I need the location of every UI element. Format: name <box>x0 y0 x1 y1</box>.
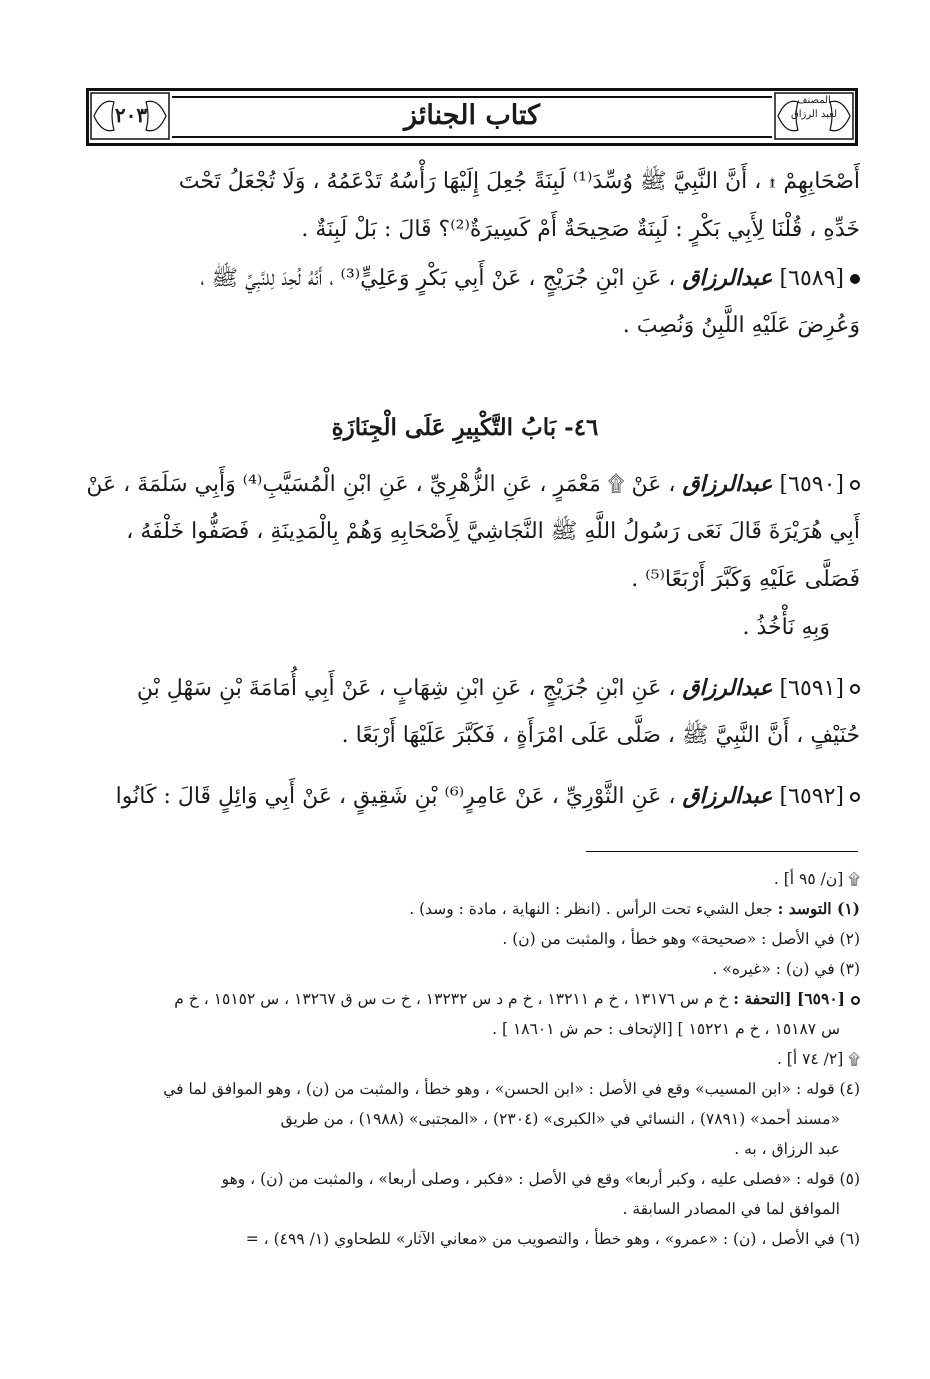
footnote-label: (١) التوسد : <box>777 899 860 918</box>
hadith-6589 <box>70 254 860 302</box>
footnote-3: (٣) في (ن) : «غيره» . <box>712 960 860 978</box>
logo-line1: المصنف <box>797 95 831 106</box>
footnote-5-cont: الموافق لما في المصادر السابقة . <box>622 1200 840 1218</box>
narrator-name: عبدالرزاق <box>682 783 773 809</box>
hadith-text: ، عَنِ ابْنِ جُرَيْجٍ ، عَنِ ابْنِ شِهَابٍ ، عَنْ أَبِي أُمَامَةَ بْنِ سَهْلِ بْنِ <box>136 676 676 701</box>
hadith-6591 <box>70 664 860 712</box>
footnotes <box>60 864 860 1254</box>
footnote-ref: ۩ [ن/ ٩٥ أ] . <box>773 870 860 888</box>
hadith-number: [٦٥٩٢] <box>779 784 844 809</box>
hadith-6590 <box>70 460 860 508</box>
circle-icon <box>851 996 860 1005</box>
header-title: كتاب الجنائز <box>404 100 540 131</box>
text-line: أَصْحَابِهِمْ ۩ ، أَنَّ النَّبِيَّ ﷺ وُسِّدَ⁽¹⁾ لَبِنَةً جُعِلَ إِلَيْهَا رَأْسُهُ تَدْعَمُهُ ، وَلَا تُجْعَلُ تَحْتَ <box>178 169 860 194</box>
footnote-4-cont: «مسند أحمد» (٧٨٩١) ، النسائي في «الكبرى» (٢٣٠٤) ، «المجتبى» (١٩٨٨) ، من طريق <box>280 1110 840 1128</box>
narrator-name: عبدالرزاق <box>682 265 773 291</box>
footnote-ref: ۩ [٢/ ٧٤ أ] . <box>776 1050 860 1068</box>
text-line: حُنَيْفٍ ، أَنَّ النَّبِيَّ ﷺ ، صَلَّى عَلَى امْرَأَةٍ ، فَكَبَّرَ عَلَيْهَا أَرْبَعًا . <box>341 723 860 748</box>
circle-icon <box>850 792 860 802</box>
hadith-text: ، عَنِ الثَّوْرِيِّ ، عَنْ عَامِرٍ⁽⁶⁾ بْنِ شَقِيقٍ ، عَنْ أَبِي وَائِلٍ قَالَ : كَانُوا <box>115 784 676 809</box>
main-text-2 <box>70 460 860 820</box>
footnote-divider <box>586 851 858 852</box>
bullet-icon <box>850 274 860 284</box>
page-header <box>86 88 858 146</box>
hadith-number: [٦٥٨٩] <box>779 266 844 291</box>
circle-icon <box>850 684 860 694</box>
hadith-6592 <box>70 772 860 820</box>
hadith-number: [٦٥٩١] <box>779 676 844 701</box>
narrator-name: عبدالرزاق <box>682 471 773 497</box>
book-logo <box>782 94 846 138</box>
takhrij-text: خ م س ١٣١٧٦ ، خ م ١٣٢١١ ، خ م د س ١٣٢٣٢ ، خ ت س ق ١٣٢٦٧ ، س ١٥١٥٢ ، خ م <box>174 990 729 1008</box>
footnote-5: (٥) قوله : «فصلى عليه ، وكبر أربعا» وقع في الأصل : «فكبر ، وصلى أربعا» ، والمثبت من (ن) ، وهو <box>221 1170 860 1188</box>
footnote-6: (٦) في الأصل ، (ن) : «عمرو» ، وهو خطأ ، والتصويب من «معاني الآثار» للطحاوي (١/ ٤٩٩) ، = <box>245 1230 860 1248</box>
footnote-text: جعل الشيء تحت الرأس . (انظر : النهاية ، مادة : وسد) . <box>409 900 773 918</box>
footnote-1 <box>60 894 860 924</box>
circle-icon <box>850 480 860 490</box>
header-title-band <box>172 96 772 138</box>
takhrij-line-1 <box>60 984 860 1014</box>
text-line: فَصَلَّى عَلَيْهِ وَكَبَّرَ أَرْبَعًا⁽⁵⁾ . <box>631 567 860 592</box>
hadith-text: ، عَنْ ۩ مَعْمَرٍ ، عَنِ الزُّهْرِيِّ ، عَنِ ابْنِ الْمُسَيَّبِ⁽⁴⁾ وَأَبِي سَلَمَةَ ، عَنْ <box>86 472 676 497</box>
main-text <box>70 158 860 350</box>
chapter-heading: ٤٦- بَابُ التَّكْبِيرِ عَلَى الْجِنَازَةِ <box>331 414 599 441</box>
logo-line2: لعبد الرزاق <box>790 109 838 120</box>
narrator-name: عبدالرزاق <box>682 675 773 701</box>
page-number: ٢٠٣ <box>114 103 148 127</box>
takhrij-line-2: س ١٥١٨٧ ، خ م ١٥٢٢١ ] [الإتحاف : حم ش ١٨٦٠١ ] . <box>492 1020 840 1038</box>
text-line: وَعُرِضَ عَلَيْهِ اللَّبِنُ وَنُصِبَ . <box>622 313 860 338</box>
footnote-2: (٢) في الأصل : «صحيحة» وهو خطأ ، والمثبت من (ن) . <box>502 930 860 948</box>
hadith-number: [٦٥٩٠] <box>779 472 844 497</box>
text-line: خَدِّهِ ، قُلْنَا لِأَبِي بَكْرٍ : لَبِنَةٌ صَحِيحَةٌ أَمْ كَسِيرَةٌ⁽²⁾؟ قَالَ : بَلْ لَبِنَةٌ . <box>301 217 860 242</box>
footnote-4: (٤) قوله : «ابن المسيب» وقع في الأصل : «ابن الحسن» ، وهو خطأ ، والمثبت من (ن) ، وهو الموافق لما في <box>163 1080 860 1098</box>
hadith-text: ، عَنِ ابْنِ جُرَيْجٍ ، عَنْ أَبِي بَكْرٍ وَعَلِيٍّ⁽³⁾ ، أَنَّهُ لُحِدَ لِلنَّبِيِّ ﷺ ، <box>200 266 676 291</box>
text-line: وَبِهِ نَأْخُذُ . <box>742 615 830 640</box>
takhrij-label: [٦٥٩٠] [التحفة : <box>733 989 845 1008</box>
footnote-4-cont: عبد الرزاق ، به . <box>734 1140 840 1158</box>
text-line: أَبِي هُرَيْرَةَ قَالَ نَعَى رَسُولُ اللَّهِ ﷺ النَّجَاشِيَّ لِأَصْحَابِهِ وَهُمْ بِالْمَدِينَةِ ، فَصَفُّوا خَلْفَهُ ، <box>126 519 860 544</box>
